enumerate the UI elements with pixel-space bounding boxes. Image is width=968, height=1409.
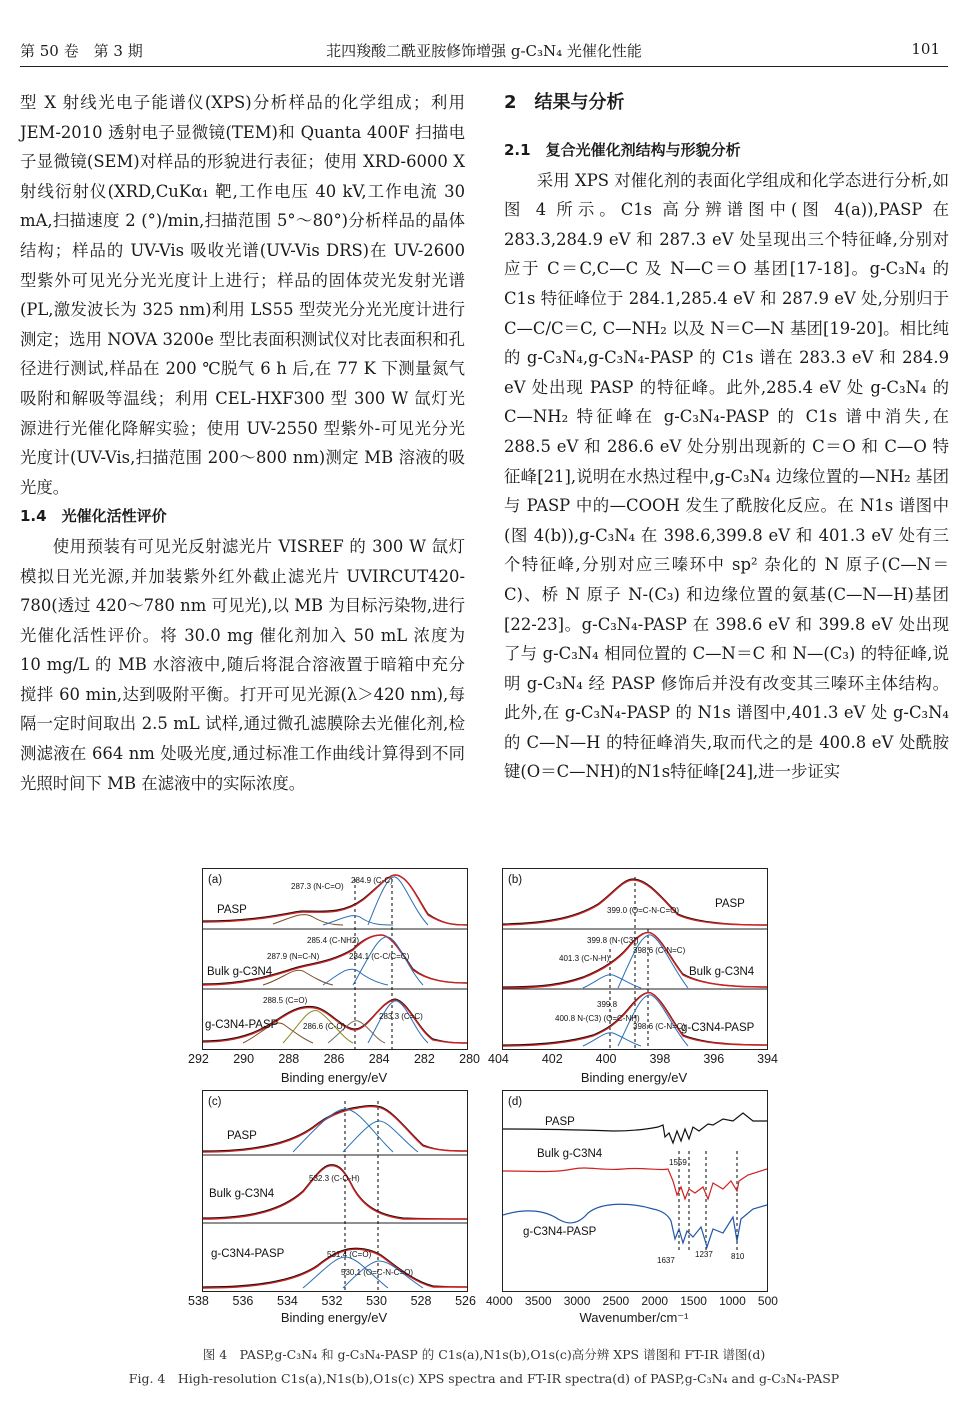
figure-4 (188, 862, 778, 1325)
panel-d-x-title: Wavenumber/cm⁻¹ (579, 1310, 689, 1325)
panel-b-x-title: Binding energy/eV (580, 1070, 688, 1085)
running-header (20, 36, 948, 67)
panel-a-trace-pasp: PASP (217, 904, 247, 916)
panel-b-plot (503, 869, 767, 1049)
panel-b-annot-1: 399.0 (O=C-N-C=O) (607, 906, 680, 915)
panel-a-annot-6: 288.5 (C=O) (263, 996, 308, 1005)
panel-c-trace-composite: g-C3N4-PASP (211, 1248, 285, 1260)
panel-a-x-ticks: 292 290 288 286 284 282 280 (188, 1052, 480, 1066)
panel-c-annot-3: 530.1 (O=C-N-C=O) (341, 1268, 414, 1277)
panel-a-annot-4: 287.9 (N=C-N) (267, 952, 320, 961)
activity-paragraph: 使用预装有可见光反射滤光片 VISREF 的 300 W 氙灯模拟日光光源,并加装紫外红外截止滤光片 UVIRCUT420-780(透过 420～780 nm 可见光),以 MB 为目标污染物,进行光催化活性评价。将 30.0 mg 催化剂加入 50 mL 浓度为 10 mg/L 的 MB 水溶液中,随后将混合溶液置于暗箱中充分搅拌 60 min,达到吸附平衡。打开可见光源(λ＞420 nm),每隔一定时间取出 2.5 mL 试样,通过微孔滤膜除去光催化剂,检测滤液在 664 nm 处吸光度,通过标准工作曲线计算得到不同光照时间下 MB 在滤液中的实际浓度。 (20, 536, 465, 793)
panel-b-trace-composite: g-C3N4-PASP (681, 1022, 755, 1034)
panel-d-trace-pasp: PASP (545, 1116, 575, 1128)
panel-a-annot-5: 284.1 (C-C/C=C) (349, 952, 410, 961)
panel-b-annot-6: 399.8 (597, 1000, 618, 1009)
panel-b-annot-5: 400.8 N-(C3) (O=C-NH) (555, 1014, 640, 1023)
panel-c-annot-2: 531.4 (C=O) (327, 1250, 372, 1259)
panel-b-x-ticks: 404 402 400 398 396 394 (488, 1052, 778, 1066)
panel-d-ftir (502, 1090, 768, 1292)
panel-a-label: (a) (208, 874, 223, 886)
panel-c-annot-1: 532.3 (C-O-H) (309, 1174, 360, 1183)
panel-c-trace-pasp: PASP (227, 1130, 257, 1142)
panel-a-x-title: Binding energy/eV (280, 1070, 388, 1085)
results-paragraph: 采用 XPS 对催化剂的表面化学组成和化学态进行分析,如图 4 所示。C1s 高分辨谱图中(图 4(a)),PASP 在 283.3,284.9 eV 和 287.3 eV 处呈现出三个特征峰,分别对应于 C＝C,C—C 及 N—C＝O 基团[17-18]。g-C₃N₄ 的 C1s 特征峰位于 284.1,285.4 eV 和 287.9 eV 处,分别归于 C—C/C＝C, C—NH₂ 以及 N＝C—N 基团[19-20]。相比纯的 g-C₃N₄,g-C₃N₄-PASP 的 C1s 谱在 283.3 eV 和 284.9 eV 处出现 PASP 的特征峰。此外,285.4 eV 处 g-C₃N₄ 的 C—NH₂ 特征峰在 g-C₃N₄-PASP 的 C1s 谱中消失,在 288.5 eV 和 286.6 eV 处分别出现新的 C＝O 和 C—O 特征峰[21],说明在水热过程中,g-C₃N₄ 边缘位置的—NH₂ 基团与 PASP 中的—COOH 发生了酰胺化反应。在 N1s 谱图中(图 4(b)),g-C₃N₄ 在 398.6,399.8 eV 和 401.3 eV 处有三个特征峰,分别对应三嗪环中 sp² 杂化的 N 原子(C—N＝C)、桥 N 原子 N-(C₃) 和边缘位置的氨基(C—N—H)基团[22-23]。g-C₃N₄-PASP 在 398.6 eV 和 399.8 eV 处出现了与 g-C₃N₄ 相同位置的 C—N＝C 和 N—(C₃) 的特征峰,说明 g-C₃N₄ 经 PASP 修饰后并没有改变其三嗪环主体结构。此外,在 g-C₃N₄-PASP 的 N1s 谱图中,401.3 eV 处 g-C₃N₄ 的 C—N—H 的特征峰消失,取而代之的是 400.8 eV 处酰胺键(O＝C—NH)的N1s特征峰[24],进一步证实 (504, 170, 949, 782)
section-heading-1-4: 1.4 光催化活性评价 (20, 507, 167, 526)
panel-a-c1s (202, 868, 468, 1050)
panel-a-trace-composite: g-C3N4-PASP (205, 1019, 279, 1031)
panel-a-plot (203, 869, 467, 1049)
panel-b-trace-bulk: Bulk g-C3N4 (689, 966, 755, 978)
panel-b-n1s (502, 868, 768, 1050)
panel-d-annot-1559: 1559 (669, 1158, 687, 1167)
section-heading-2-1: 2.1 复合光催化剂结构与形貌分析 (504, 141, 741, 159)
panel-d-annot-1237: 1237 (695, 1250, 713, 1259)
panel-c-x-title: Binding energy/eV (280, 1310, 388, 1325)
panel-d-annot-810: 810 (731, 1252, 745, 1261)
panel-c-x-ticks: 538 536 534 532 530 528 526 (188, 1294, 476, 1308)
left-column (20, 88, 465, 798)
panel-a-annot-2: 284.9 (C-C) (351, 876, 393, 885)
panel-d-x-ticks: 4000 3500 3000 2500 2000 1500 1000 500 (486, 1294, 778, 1308)
panel-c-label: (c) (208, 1096, 222, 1108)
panel-d-trace-composite: g-C3N4-PASP (523, 1226, 597, 1238)
figure-caption-cn: 图 4 PASP,g-C₃N₄ 和 g-C₃N₄-PASP 的 C1s(a),N1s(b),O1s(c)高分辨 XPS 谱图和 FT-IR 谱图(d) (202, 1347, 766, 1362)
panel-d-label: (d) (508, 1096, 523, 1108)
panel-a-annot-1: 287.3 (N-C=O) (291, 882, 344, 891)
panel-b-trace-pasp: PASP (715, 898, 745, 910)
right-column (504, 88, 949, 787)
panel-b-annot-7: 398.6 (C-N=C) (633, 1022, 686, 1031)
figure-caption-en: Fig. 4 High-resolution C1s(a),N1s(b),O1s(c) XPS spectra and FT-IR spectra(d) of PASP,g-C₃N₄ and g-C₃N₄-PASP (128, 1371, 840, 1386)
panel-d-annot-1637: 1637 (657, 1256, 675, 1265)
panel-b-annot-3: 401.3 (C-N-H) (559, 954, 610, 963)
page-number: 101 (911, 40, 940, 58)
panel-c-plot (203, 1091, 467, 1291)
panel-b-annot-2: 399.8 (N-(C3)) (587, 936, 639, 945)
journal-volume-issue: 第 50 卷 第 3 期 (20, 42, 143, 60)
panel-d-trace-bulk: Bulk g-C3N4 (537, 1148, 603, 1160)
running-title: 苝四羧酸二酰亚胺修饰增强 g-C₃N₄ 光催化性能 (326, 42, 642, 60)
panel-a-annot-3: 285.4 (C-NH2) (307, 936, 360, 945)
panel-c-o1s (202, 1090, 468, 1292)
panel-a-trace-bulk: Bulk g-C3N4 (207, 966, 273, 978)
panel-c-trace-bulk: Bulk g-C3N4 (209, 1188, 275, 1200)
panel-a-annot-7: 286.6 (C-O) (303, 1022, 346, 1031)
section-heading-2: 2 结果与分析 (504, 92, 625, 113)
panel-d-plot (503, 1091, 767, 1291)
panel-a-annot-8: 283.3 (C=C) (379, 1012, 423, 1021)
methods-paragraph: 型 X 射线光电子能谱仪(XPS)分析样品的化学组成；利用 JEM-2010 透射电子显微镜(TEM)和 Quanta 400F 扫描电子显微镜(SEM)对样品的形貌进行表征；使用 XRD-6000 X 射线衍射仪(XRD,CuKα₁ 靶,工作电压 40 kV,工作电流 30 mA,扫描速度 2 (°)/min,扫描范围 5°～80°)分析样品的晶体结构；样品的 UV-Vis 吸收光谱(UV-Vis DRS)在 UV-2600 型紫外可见光分光光度计上进行；样品的固体荧光发射光谱(PL,激发波长为 325 nm)利用 LS55 型荧光分光光度计进行测定；选用 NOVA 3200e 型比表面积测试仪对比表面积和孔径进行测试,样品在 200 ℃脱气 6 h 后,在 77 K 下测量氮气吸附和解吸等温线；利用 CEL-HXF300 型 300 W 氙灯光源进行光催化降解实验；使用 UV-2550 型紫外-可见光分光光度计(UV-Vis,扫描范围 200～800 nm)测定 MB 溶液的吸光度。 (20, 93, 465, 497)
panel-b-annot-4: 398.6 (C-N=C) (633, 946, 686, 955)
panel-b-label: (b) (508, 874, 523, 886)
